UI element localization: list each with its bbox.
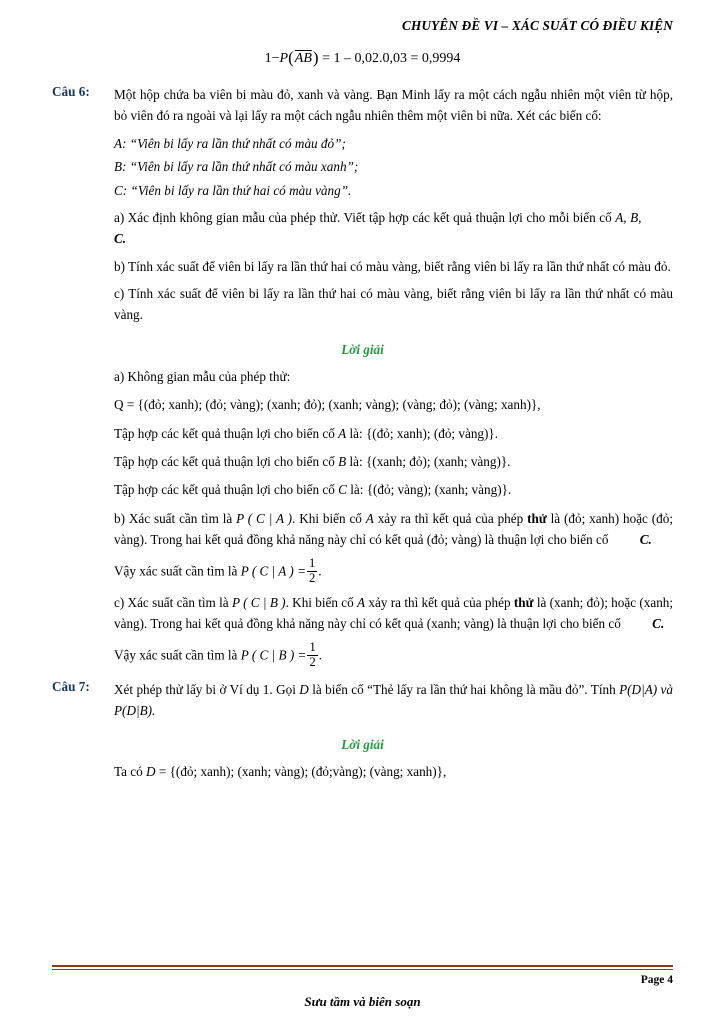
solution-c-answer: Vậy xác suất cần tìm là P ( C | B ) = $\frac{1}{2}$ . [114, 640, 323, 669]
sol-c-prob: P ( C | B ) [231, 594, 286, 610]
q7-intro-2: là biến cố “Thẻ lấy ra lần thứ hai không là mầu đỏ”. Tính [312, 681, 616, 697]
sol-b-var2: C. [639, 532, 652, 547]
question-6 [52, 84, 673, 332]
formula-arg: $\overline{AB}$ [294, 51, 312, 66]
q7-sol-var: D [146, 764, 156, 780]
sol-b-frac-den: 2 [308, 570, 316, 585]
q7-sol-pre: Ta có [114, 764, 143, 780]
footer-divider-thick [52, 965, 673, 967]
sol-b-mid2: xảy ra thì kết quả của phép [377, 510, 524, 526]
solution-a-title: a) Không gian mẫu của phép thử: [114, 368, 291, 384]
page-header-title: CHUYÊN ĐỀ VI – XÁC SUẤT CÓ ĐIỀU KIỆN [401, 18, 673, 33]
set-a-var: A [338, 425, 347, 441]
question-6-body [114, 84, 673, 332]
set-c-var: C [338, 482, 347, 498]
sol-b-frac-num: 1 [308, 556, 316, 571]
sol-c-frac-num: 1 [309, 640, 316, 655]
question-6-solution-title: Lời giải [341, 341, 384, 357]
solution-b-answer: Vậy xác suất cần tìm là P ( C | A ) = $\frac{1}{2}$ . [114, 556, 322, 585]
sol-c-thu: thử [513, 594, 534, 610]
solution-a-set-b [114, 451, 673, 472]
event-b-text: B: “Viên bi lấy ra lần thứ nhất có màu xanh”; [114, 159, 359, 175]
footer-divider-thin [52, 969, 673, 970]
solution-a-set-c [114, 479, 673, 500]
solution-b-paragraph [114, 508, 673, 551]
set-a-pre: Tập hợp các kết quả thuận lợi cho biến cố [114, 425, 335, 441]
set-a-post: là: {(đỏ; xanh); (đỏ; vàng)}. [349, 425, 499, 441]
q7-sol-post: = {(đỏ; xanh); (xanh; vàng); (đỏ;vàng); (vàng; xanh)}, [158, 764, 447, 780]
question-6-part-b: b) Tính xác suất để viên bi lấy ra lần thứ hai có màu vàng, biết rằng viên bi lấy ra lần thứ nhất có màu đỏ. [114, 258, 671, 274]
set-c-pre: Tập hợp các kết quả thuận lợi cho biến cố [114, 482, 335, 498]
question-7-body [114, 679, 673, 728]
question-6-event-b [114, 156, 673, 177]
part-a-text: a) Xác định không gian mẫu của phép thử. Viết tập hợp các kết quả thuận lợi cho mỗi biến cố [114, 209, 612, 225]
question-6-event-a [114, 133, 673, 154]
formula-p: P [279, 51, 289, 66]
solution-a-set-a [114, 423, 673, 444]
sol-b-pre: b) Xác suất cần tìm là [114, 510, 233, 526]
sol-c-ans-pre: Vậy xác suất cần tìm là [114, 647, 238, 663]
sol-b-fraction [307, 557, 317, 584]
question-6-part-c: c) Tính xác suất để viên bi lấy ra lần thứ hai có màu vàng, biết rằng viên bi lấy ra lần thứ nhất có màu vàng. [114, 286, 673, 323]
sol-b-mid: . Khi biến cố [292, 510, 362, 526]
sol-b-prob: P ( C | A ) [236, 510, 293, 526]
event-a-text: A: “Viên bi lấy ra lần thứ nhất có màu đỏ”; [114, 135, 346, 151]
part-a-var-c: C. [114, 231, 127, 247]
sol-c-fraction [307, 641, 317, 668]
solution-a-omega: Q = {(đỏ; xanh); (đỏ; vàng); (xanh; đỏ); (xanh; vàng); (vàng; đỏ); (vàng; xanh)}, [114, 397, 541, 413]
sol-c-var: A [357, 594, 366, 610]
question-7-solution-body [114, 761, 673, 782]
part-a-vars: A, B, [615, 209, 642, 225]
question-7-intro [114, 679, 673, 722]
question-7-solution-title: Lời giải [341, 737, 384, 753]
sol-b-ans-pre: Vậy xác suất cần tìm là [114, 563, 238, 579]
formula-prefix: 1 [264, 51, 272, 66]
set-b-pre: Tập hợp các kết quả thuận lợi cho biến cố [114, 453, 335, 469]
question-7 [52, 679, 673, 728]
sol-c-mid3: là (xanh; đỏ); hoặc (xanh; vàng). Trong hai kết quả đồng khả năng này chỉ có kết quả (xanh; vàng) là thuận lợi cho biến cố [114, 594, 674, 631]
sol-b-thu: thử [527, 510, 547, 526]
set-b-var: B [338, 453, 347, 469]
question-6-label: Câu 6: [52, 84, 90, 99]
sol-c-frac-den: 2 [309, 654, 316, 669]
sol-b-mid3: là (đỏ; xanh) hoặc (đỏ; vàng). Trong hai kết quả đồng khả năng này chỉ có kết quả (đỏ; vàng) là thuận lợi cho biến cố [114, 510, 674, 547]
page-number: Page 4 [640, 974, 673, 986]
sol-b-var: A [365, 510, 374, 526]
sol-c-pre: c) Xác suất cần tìm là [114, 594, 229, 610]
set-b-post: là: {(xanh; đỏ); (xanh; vàng)}. [349, 453, 511, 469]
question-6-event-c [114, 180, 673, 201]
q7-solution-line [114, 761, 673, 782]
sol-c-mid: . Khi biến cố [285, 594, 354, 610]
sol-c-ans-prob: P ( C | B ) = [240, 647, 307, 663]
solution-c-paragraph [114, 592, 673, 635]
q7-intro-1: Xét phép thử lấy bi ở Ví dụ 1. Gọi [114, 681, 296, 697]
sol-c-var2: C. [652, 616, 665, 631]
footer-note: Sưu tầm và biên soạn [304, 994, 421, 1009]
sol-c-mid2: xảy ra thì kết quả của phép [368, 594, 511, 610]
set-c-post: là: {(đỏ; vàng); (xanh; vàng)}. [350, 482, 512, 498]
q7-intro-var: D [299, 681, 309, 697]
q7-intro-3: P(D|A) và P(D|B). [114, 681, 673, 718]
sol-b-ans-prob: P ( C | A ) = [240, 563, 306, 579]
formula-rest: = 1 – 0,02.0,03 = 0,9994 [322, 51, 461, 66]
question-6-part-a [114, 207, 673, 250]
page-footer [52, 965, 673, 1010]
event-c-text: C: “Viên bi lấy ra lần thứ hai có màu vàng”. [114, 182, 352, 198]
question-7-label: Câu 7: [52, 678, 90, 694]
top-formula: $1-P(\overline{AB}) = 1 - 0,02.0,03 = 0,9994$ [264, 48, 461, 67]
question-6-intro: Một hộp chứa ba viên bi màu đỏ, xanh và vàng. Bạn Minh lấy ra một cách ngẫu nhiên một viên từ hộp, bỏ viên đó ra ngoài và lại lấy ra một cách ngẫu nhiên thêm một viên bi nữa. Xét các biến cố: [114, 87, 673, 124]
question-6-solution-body [114, 366, 673, 669]
